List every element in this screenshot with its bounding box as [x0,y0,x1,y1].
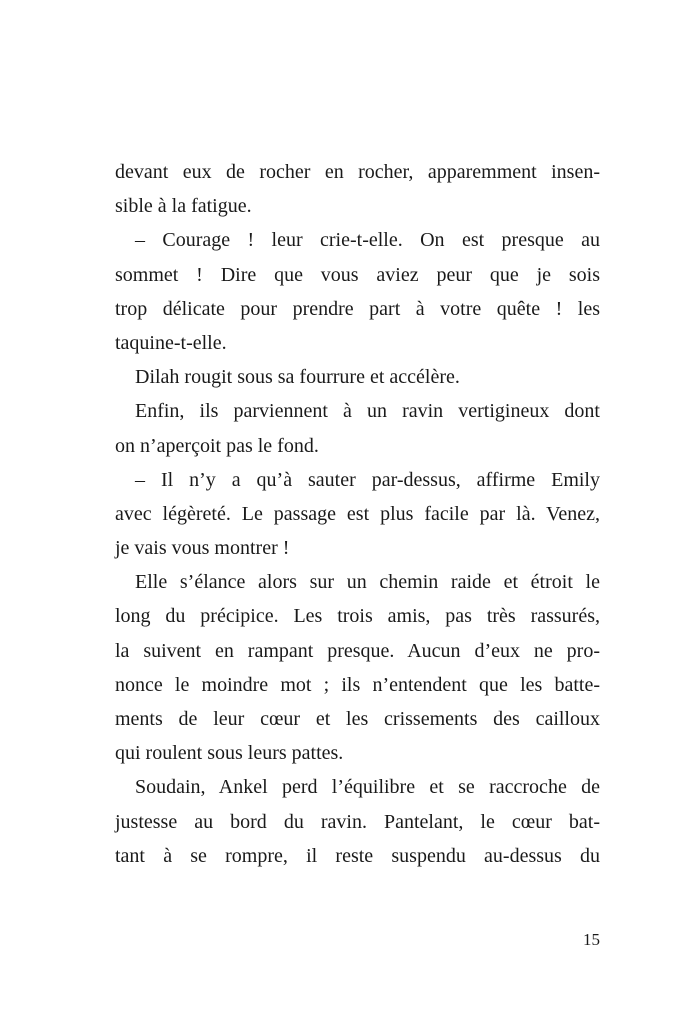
text-line: je vais vous montrer ! [115,537,290,560]
text-line: – Courage ! leur crie-t-elle. On est presque au [135,229,600,252]
text-line: ments de leur cœur et les crissements des cailloux [115,708,600,730]
page-number: 15 [583,930,600,949]
text-line: long du précipice. Les trois amis, pas très rassurés, [115,605,600,628]
text-line: Enfin, ils parviennent à un ravin vertigineux dont [135,400,600,423]
text-line: trop délicate pour prendre part à votre quête ! les [115,297,600,320]
text-line: taquine-t-elle. [115,331,227,354]
text-line: avec légèreté. Le passage est plus facile par là. Venez, [115,502,600,525]
text-line: on n’aperçoit pas le fond. [115,434,319,457]
text-line: sible à la fatigue. [115,195,252,218]
text-line: devant eux de rocher en rocher, apparemment insen- [115,161,600,183]
text-line: Soudain, Ankel perd l’équilibre et se raccroche de [135,776,600,799]
text-line: – Il n’y a qu’à sauter par-dessus, affirme Emily [135,468,600,491]
page-body-text [115,155,600,873]
text-line: la suivent en rampant presque. Aucun d’eux ne pro- [115,639,600,662]
text-line: nonce le moindre mot ; ils n’entendent que les batte- [115,673,600,696]
text-line: sommet ! Dire que vous aviez peur que je sois [115,263,600,286]
text-line: Dilah rougit sous sa fourrure et accélère. [135,366,460,389]
text-line: justesse au bord du ravin. Pantelant, le cœur bat- [115,810,600,833]
text-line: tant à se rompre, il reste suspendu au-dessus du [115,844,600,867]
text-line: Elle s’élance alors sur un chemin raide et étroit le [135,571,600,594]
text-line: qui roulent sous leurs pattes. [115,742,344,765]
